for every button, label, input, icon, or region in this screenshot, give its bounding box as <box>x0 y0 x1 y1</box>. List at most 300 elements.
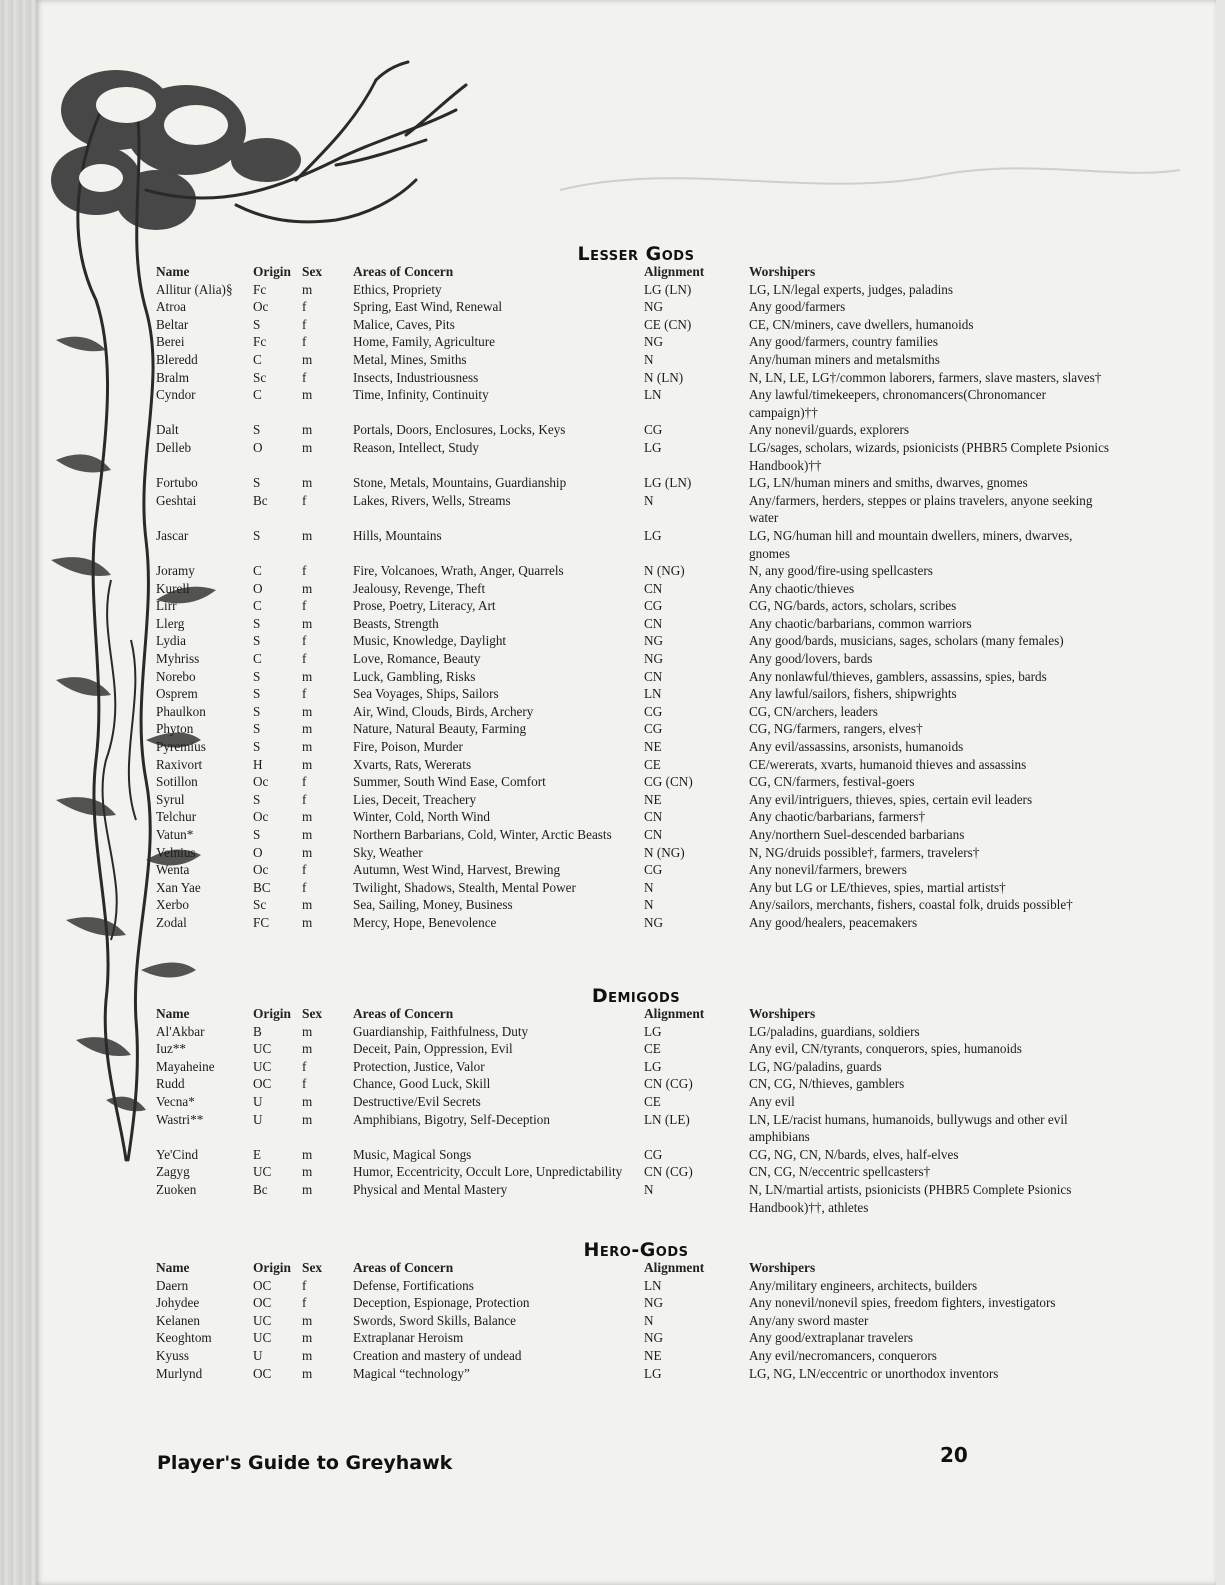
areas-cell: Sea, Sailing, Money, Business <box>353 897 513 913</box>
origin-cell: S <box>253 668 261 684</box>
alignment-cell: CE <box>644 756 661 772</box>
name-cell: Mayaheine <box>156 1058 215 1074</box>
sex-cell: m <box>302 721 313 737</box>
table-row <box>156 1277 1116 1295</box>
areas-cell: Nature, Natural Beauty, Farming <box>353 721 527 737</box>
sex-cell: m <box>302 844 313 860</box>
worshipers-cell: Any good/lovers, bards <box>749 651 873 667</box>
origin-cell: Oc <box>253 774 269 790</box>
sex-cell: m <box>302 827 313 842</box>
origin-cell: Oc <box>253 299 269 315</box>
name-cell: Iuz** <box>156 1041 187 1057</box>
table-row <box>156 1093 1116 1111</box>
faint-background-sketch <box>560 150 1180 210</box>
origin-cell: S <box>253 686 261 702</box>
name-cell: Osprem <box>156 686 198 702</box>
name-cell: Phaulkon <box>156 703 206 719</box>
worshipers-cell: N, LN/martial artists, psionicists (PHBR5 Complete Psionics Handbook)††, athletes <box>749 1181 1072 1215</box>
sex-cell: m <box>302 1347 313 1363</box>
alignment-cell: CN <box>644 827 663 842</box>
table-row <box>156 914 1116 932</box>
alignment-cell: N <box>644 1181 654 1197</box>
name-cell: Telchur <box>156 809 197 825</box>
sex-cell: m <box>302 1312 313 1328</box>
origin-cell: U <box>253 1347 263 1363</box>
worshipers-cell: LG, NG/paladins, guards <box>749 1058 882 1074</box>
table-header-row <box>156 1005 1116 1023</box>
sex-cell: f <box>302 633 307 649</box>
worshipers-cell: LG, NG, LN/eccentric or unorthodox inventors <box>749 1365 999 1381</box>
origin-cell: S <box>253 316 261 332</box>
sex-cell: m <box>302 580 313 596</box>
origin-cell: S <box>253 791 261 807</box>
name-cell: Kyuss <box>156 1347 189 1363</box>
worshipers-cell: CE/wererats, xvarts, humanoid thieves and assassins <box>749 756 1027 772</box>
origin-cell: S <box>253 475 261 491</box>
table-row <box>156 1146 1116 1164</box>
col-origin: Origin <box>253 264 291 279</box>
table-row <box>156 826 1116 844</box>
name-cell: Rudd <box>156 1076 185 1092</box>
sex-cell: m <box>302 527 313 543</box>
areas-cell: Luck, Gambling, Risks <box>353 668 476 684</box>
alignment-cell: NE <box>644 1347 662 1363</box>
table-row <box>156 1347 1116 1365</box>
alignment-cell: LN <box>644 387 662 403</box>
name-cell: Bleredd <box>156 351 198 367</box>
col-name: Name <box>156 264 190 279</box>
origin-cell: O <box>253 439 263 455</box>
areas-cell: Ethics, Propriety <box>353 281 442 297</box>
sex-cell: m <box>302 809 313 825</box>
table-row <box>156 773 1116 791</box>
table-row <box>156 474 1116 492</box>
origin-cell: S <box>253 633 261 649</box>
sex-cell: m <box>302 914 313 930</box>
col-alignment: Alignment <box>644 1006 705 1021</box>
areas-cell: Extraplanar Heroism <box>353 1330 464 1346</box>
col-areas: Areas of Concern <box>353 1260 454 1275</box>
origin-cell: C <box>253 351 262 367</box>
name-cell: Geshtai <box>156 492 197 508</box>
worshipers-cell: LG, NG/human hill and mountain dwellers, miners, dwarves, gnomes <box>749 527 1073 561</box>
name-cell: Ye'Cind <box>156 1146 199 1162</box>
sex-cell: m <box>302 475 313 491</box>
alignment-cell: LG <box>644 1023 662 1039</box>
alignment-cell: LN <box>644 1277 662 1293</box>
col-sex: Sex <box>302 1006 323 1021</box>
areas-cell: Music, Magical Songs <box>353 1146 472 1162</box>
name-cell: Lydia <box>156 633 187 649</box>
name-cell: Bralm <box>156 369 189 385</box>
table-row <box>156 369 1116 387</box>
worshipers-cell: Any evil/assassins, arsonists, humanoids <box>749 739 964 755</box>
name-cell: Norebo <box>156 668 196 684</box>
origin-cell: C <box>253 387 262 403</box>
alignment-cell: CE <box>644 1041 661 1057</box>
worshipers-cell: Any/northern Suel-descended barbarians <box>749 827 965 842</box>
worshipers-cell: Any/sailors, merchants, fishers, coastal folk, druids possible† <box>749 897 1073 913</box>
alignment-cell: CN <box>644 809 663 825</box>
sex-cell: f <box>302 1058 307 1074</box>
areas-cell: Northern Barbarians, Cold, Winter, Arctic Beasts <box>353 827 612 842</box>
sex-cell: f <box>302 1277 307 1293</box>
table-row <box>156 421 1116 439</box>
worshipers-cell: N, NG/druids possible†, farmers, travelers† <box>749 844 980 860</box>
sex-cell: m <box>302 281 313 297</box>
col-alignment: Alignment <box>644 1260 705 1275</box>
lesser-gods-body <box>156 281 1116 932</box>
name-cell: Atroa <box>156 299 187 315</box>
alignment-cell: LG <box>644 1058 662 1074</box>
worshipers-cell: Any evil/necromancers, conquerors <box>749 1347 937 1363</box>
alignment-cell: NE <box>644 739 662 755</box>
areas-cell: Spring, East Wind, Renewal <box>353 299 503 315</box>
areas-cell: Sky, Weather <box>353 844 423 860</box>
alignment-cell: CN <box>644 580 663 596</box>
areas-cell: Beasts, Strength <box>353 615 439 631</box>
alignment-cell: N (NG) <box>644 563 685 579</box>
areas-cell: Xvarts, Rats, Wererats <box>353 756 472 772</box>
alignment-cell: CG <box>644 703 663 719</box>
sex-cell: m <box>302 439 313 455</box>
table-row <box>156 298 1116 316</box>
name-cell: Johydee <box>156 1295 200 1311</box>
origin-cell: O <box>253 844 263 860</box>
table-row <box>156 1075 1116 1093</box>
sex-cell: f <box>302 316 307 332</box>
name-cell: Kelanen <box>156 1312 200 1328</box>
col-name: Name <box>156 1260 190 1275</box>
alignment-cell: LG (LN) <box>644 475 692 491</box>
alignment-cell: CG <box>644 422 663 438</box>
name-cell: Xerbo <box>156 897 189 913</box>
sex-cell: f <box>302 369 307 385</box>
worshipers-cell: Any nonevil/guards, explorers <box>749 422 910 438</box>
name-cell: Vecna* <box>156 1093 195 1109</box>
areas-cell: Summer, South Wind Ease, Comfort <box>353 774 546 790</box>
demigods-section <box>156 987 1116 1216</box>
worshipers-cell: Any good/bards, musicians, sages, scholars (many females) <box>749 633 1064 649</box>
page-number: 20 <box>940 1443 968 1467</box>
sex-cell: f <box>302 791 307 807</box>
areas-cell: Fire, Poison, Murder <box>353 739 463 755</box>
demigods-table <box>156 1005 1116 1216</box>
origin-cell: FC <box>253 914 270 930</box>
name-cell: Zodal <box>156 914 187 930</box>
name-cell: Lirr <box>156 598 177 614</box>
table-row <box>156 1181 1116 1216</box>
areas-cell: Autumn, West Wind, Harvest, Brewing <box>353 862 561 878</box>
col-name: Name <box>156 1006 190 1021</box>
table-row <box>156 316 1116 334</box>
table-row <box>156 281 1116 299</box>
alignment-cell: LG <box>644 439 662 455</box>
origin-cell: Oc <box>253 862 269 878</box>
name-cell: Fortubo <box>156 475 198 491</box>
worshipers-cell: Any nonevil/nonevil spies, freedom fighters, investigators <box>749 1295 1056 1311</box>
areas-cell: Reason, Intellect, Study <box>353 439 479 455</box>
origin-cell: Bc <box>253 1181 268 1197</box>
sex-cell: f <box>302 651 307 667</box>
worshipers-cell: Any good/extraplanar travelers <box>749 1330 914 1346</box>
table-row <box>156 492 1116 527</box>
alignment-cell: N <box>644 1312 654 1328</box>
origin-cell: O <box>253 580 263 596</box>
areas-cell: Home, Family, Agriculture <box>353 334 495 350</box>
areas-cell: Time, Infinity, Continuity <box>353 387 489 403</box>
worshipers-cell: Any/farmers, herders, steppes or plains travelers, anyone seeking water <box>749 492 1093 526</box>
table-row <box>156 685 1116 703</box>
origin-cell: H <box>253 756 263 772</box>
col-worshipers: Worshipers <box>749 1006 816 1021</box>
areas-cell: Twilight, Shadows, Stealth, Mental Power <box>353 879 576 895</box>
worshipers-cell: Any nonevil/farmers, brewers <box>749 862 907 878</box>
table-row <box>156 1312 1116 1330</box>
worshipers-cell: Any evil, CN/tyrants, conquerors, spies, humanoids <box>749 1041 1022 1057</box>
name-cell: Keoghtom <box>156 1330 212 1346</box>
name-cell: Raxivort <box>156 756 203 772</box>
worshipers-cell: CG, CN/farmers, festival-goers <box>749 774 915 790</box>
origin-cell: BC <box>253 879 271 895</box>
origin-cell: UC <box>253 1312 272 1328</box>
table-row <box>156 756 1116 774</box>
worshipers-cell: Any/human miners and metalsmiths <box>749 351 940 367</box>
alignment-cell: CE <box>644 1093 661 1109</box>
alignment-cell: N <box>644 492 654 508</box>
worshipers-cell: Any evil <box>749 1093 795 1109</box>
sex-cell: f <box>302 492 307 508</box>
worshipers-cell: Any evil/intriguers, thieves, spies, certain evil leaders <box>749 791 1033 807</box>
sex-cell: m <box>302 422 313 438</box>
areas-cell: Portals, Doors, Enclosures, Locks, Keys <box>353 422 566 438</box>
areas-cell: Music, Knowledge, Daylight <box>353 633 507 649</box>
areas-cell: Chance, Good Luck, Skill <box>353 1076 491 1092</box>
origin-cell: UC <box>253 1164 272 1180</box>
table-row <box>156 333 1116 351</box>
areas-cell: Hills, Mountains <box>353 527 442 543</box>
alignment-cell: N (NG) <box>644 844 685 860</box>
origin-cell: S <box>253 827 261 842</box>
table-row <box>156 668 1116 686</box>
table-row <box>156 1023 1116 1041</box>
name-cell: Jascar <box>156 527 189 543</box>
origin-cell: S <box>253 703 261 719</box>
worshipers-cell: CG, NG/farmers, rangers, elves† <box>749 721 923 737</box>
table-row <box>156 1365 1116 1383</box>
areas-cell: Physical and Mental Mastery <box>353 1181 508 1197</box>
table-row <box>156 615 1116 633</box>
worshipers-cell: Any but LG or LE/thieves, spies, martial artists† <box>749 879 1006 895</box>
hero-gods-section <box>156 1241 1116 1382</box>
origin-cell: Sc <box>253 369 267 385</box>
areas-cell: Deceit, Pain, Oppression, Evil <box>353 1041 513 1057</box>
sex-cell: f <box>302 334 307 350</box>
table-row <box>156 844 1116 862</box>
worshipers-cell: CG, NG/bards, actors, scholars, scribes <box>749 598 957 614</box>
worshipers-cell: Any chaotic/thieves <box>749 580 855 596</box>
name-cell: Vatun* <box>156 827 194 842</box>
alignment-cell: CE (CN) <box>644 316 692 332</box>
origin-cell: OC <box>253 1277 272 1293</box>
table-row <box>156 351 1116 369</box>
areas-cell: Destructive/Evil Secrets <box>353 1093 481 1109</box>
areas-cell: Prose, Poetry, Literacy, Art <box>353 598 496 614</box>
col-sex: Sex <box>302 1260 323 1275</box>
table-row <box>156 439 1116 474</box>
alignment-cell: NG <box>644 633 664 649</box>
alignment-cell: LG <box>644 527 662 543</box>
areas-cell: Love, Romance, Beauty <box>353 651 481 667</box>
table-row <box>156 896 1116 914</box>
lesser-gods-table <box>156 263 1116 932</box>
col-worshipers: Worshipers <box>749 264 816 279</box>
sex-cell: m <box>302 1330 313 1346</box>
origin-cell: Oc <box>253 809 269 825</box>
alignment-cell: LN <box>644 686 662 702</box>
origin-cell: OC <box>253 1365 272 1381</box>
table-header-row <box>156 263 1116 281</box>
table-row <box>156 720 1116 738</box>
areas-cell: Metal, Mines, Smiths <box>353 351 467 367</box>
hero-gods-table <box>156 1259 1116 1382</box>
sex-cell: m <box>302 703 313 719</box>
origin-cell: S <box>253 721 261 737</box>
origin-cell: UC <box>253 1330 272 1346</box>
name-cell: Kurell <box>156 580 190 596</box>
alignment-cell: N <box>644 879 654 895</box>
worshipers-cell: Any nonlawful/thieves, gamblers, assassins, spies, bards <box>749 668 1047 684</box>
origin-cell: Bc <box>253 492 268 508</box>
sex-cell: m <box>302 1146 313 1162</box>
areas-cell: Creation and mastery of undead <box>353 1347 522 1363</box>
areas-cell: Jealousy, Revenge, Theft <box>353 580 486 596</box>
sex-cell: m <box>302 756 313 772</box>
table-row <box>156 791 1116 809</box>
sex-cell: f <box>302 1295 307 1311</box>
sex-cell: f <box>302 598 307 614</box>
worshipers-cell: LG/sages, scholars, wizards, psionicists (PHBR5 Complete Psionics Handbook)†† <box>749 439 1110 473</box>
table-row <box>156 1111 1116 1146</box>
areas-cell: Humor, Eccentricity, Occult Lore, Unpredictability <box>353 1164 623 1180</box>
worshipers-cell: Any good/farmers, country families <box>749 334 938 350</box>
origin-cell: Sc <box>253 897 267 913</box>
col-areas: Areas of Concern <box>353 1006 454 1021</box>
areas-cell: Sea Voyages, Ships, Sailors <box>353 686 499 702</box>
alignment-cell: CN (CG) <box>644 1076 693 1092</box>
name-cell: Al'Akbar <box>156 1023 205 1039</box>
sex-cell: m <box>302 615 313 631</box>
alignment-cell: CG <box>644 598 663 614</box>
origin-cell: OC <box>253 1295 272 1311</box>
worshipers-cell: CN, CG, N/eccentric spellcasters† <box>749 1164 931 1180</box>
origin-cell: C <box>253 563 262 579</box>
areas-cell: Fire, Volcanoes, Wrath, Anger, Quarrels <box>353 563 564 579</box>
name-cell: Murlynd <box>156 1365 203 1381</box>
sex-cell: f <box>302 862 307 878</box>
col-areas: Areas of Concern <box>353 264 454 279</box>
table-row <box>156 650 1116 668</box>
demigods-body <box>156 1023 1116 1217</box>
areas-cell: Stone, Metals, Mountains, Guardianship <box>353 475 567 491</box>
origin-cell: S <box>253 422 261 438</box>
alignment-cell: N <box>644 351 654 367</box>
table-row <box>156 386 1116 421</box>
origin-cell: C <box>253 651 262 667</box>
worshipers-cell: LG/paladins, guardians, soldiers <box>749 1023 920 1039</box>
sex-cell: m <box>302 739 313 755</box>
col-origin: Origin <box>253 1006 291 1021</box>
table-row <box>156 1163 1116 1181</box>
table-row <box>156 879 1116 897</box>
name-cell: Berei <box>156 334 185 350</box>
alignment-cell: NG <box>644 299 664 315</box>
origin-cell: B <box>253 1023 262 1039</box>
sex-cell: m <box>302 1365 313 1381</box>
lesser-gods-section <box>156 245 1116 932</box>
worshipers-cell: Any good/farmers <box>749 299 846 315</box>
worshipers-cell: Any lawful/timekeepers, chronomancers(Chronomancer campaign)†† <box>749 387 1046 420</box>
table-row <box>156 632 1116 650</box>
worshipers-cell: CE, CN/miners, cave dwellers, humanoids <box>749 316 974 332</box>
sex-cell: m <box>302 668 313 684</box>
col-sex: Sex <box>302 264 323 279</box>
alignment-cell: CG (CN) <box>644 774 693 790</box>
table-row <box>156 1294 1116 1312</box>
table-row <box>156 580 1116 598</box>
hero-gods-body <box>156 1277 1116 1383</box>
areas-cell: Air, Wind, Clouds, Birds, Archery <box>353 703 534 719</box>
name-cell: Zuoken <box>156 1181 197 1197</box>
sex-cell: f <box>302 686 307 702</box>
name-cell: Syrul <box>156 791 185 807</box>
worshipers-cell: LG, LN/legal experts, judges, paladins <box>749 281 953 297</box>
worshipers-cell: N, LN, LE, LG†/common laborers, farmers, slave masters, slaves† <box>749 369 1102 385</box>
alignment-cell: CG <box>644 1146 663 1162</box>
sex-cell: f <box>302 774 307 790</box>
hero-gods-heading: Hero-Gods <box>583 1239 689 1261</box>
alignment-cell: NG <box>644 914 664 930</box>
worshipers-cell: Any good/healers, peacemakers <box>749 914 918 930</box>
name-cell: Wenta <box>156 862 190 878</box>
areas-cell: Magical “technology” <box>353 1365 470 1381</box>
table-row <box>156 1058 1116 1076</box>
origin-cell: U <box>253 1093 263 1109</box>
table-row <box>156 808 1116 826</box>
areas-cell: Amphibians, Bigotry, Self-Deception <box>353 1111 550 1127</box>
name-cell: Phyton <box>156 721 194 737</box>
worshipers-cell: N, any good/fire-using spellcasters <box>749 563 933 579</box>
name-cell: Zagyg <box>156 1164 190 1180</box>
worshipers-cell: LN, LE/racist humans, humanoids, bullywugs and other evil amphibians <box>749 1111 1068 1145</box>
sex-cell: f <box>302 1076 307 1092</box>
worshipers-cell: CN, CG, N/thieves, gamblers <box>749 1076 905 1092</box>
origin-cell: UC <box>253 1058 272 1074</box>
name-cell: Llerg <box>156 615 185 631</box>
origin-cell: C <box>253 598 262 614</box>
sex-cell: f <box>302 879 307 895</box>
worshipers-cell: LG, LN/human miners and smiths, dwarves, gnomes <box>749 475 1028 491</box>
sex-cell: m <box>302 1164 313 1180</box>
origin-cell: Fc <box>253 281 267 297</box>
alignment-cell: CN <box>644 668 663 684</box>
origin-cell: OC <box>253 1076 272 1092</box>
alignment-cell: CG <box>644 721 663 737</box>
name-cell: Wastri** <box>156 1111 204 1127</box>
table-row <box>156 738 1116 756</box>
name-cell: Pyremius <box>156 739 206 755</box>
alignment-cell: CN <box>644 615 663 631</box>
